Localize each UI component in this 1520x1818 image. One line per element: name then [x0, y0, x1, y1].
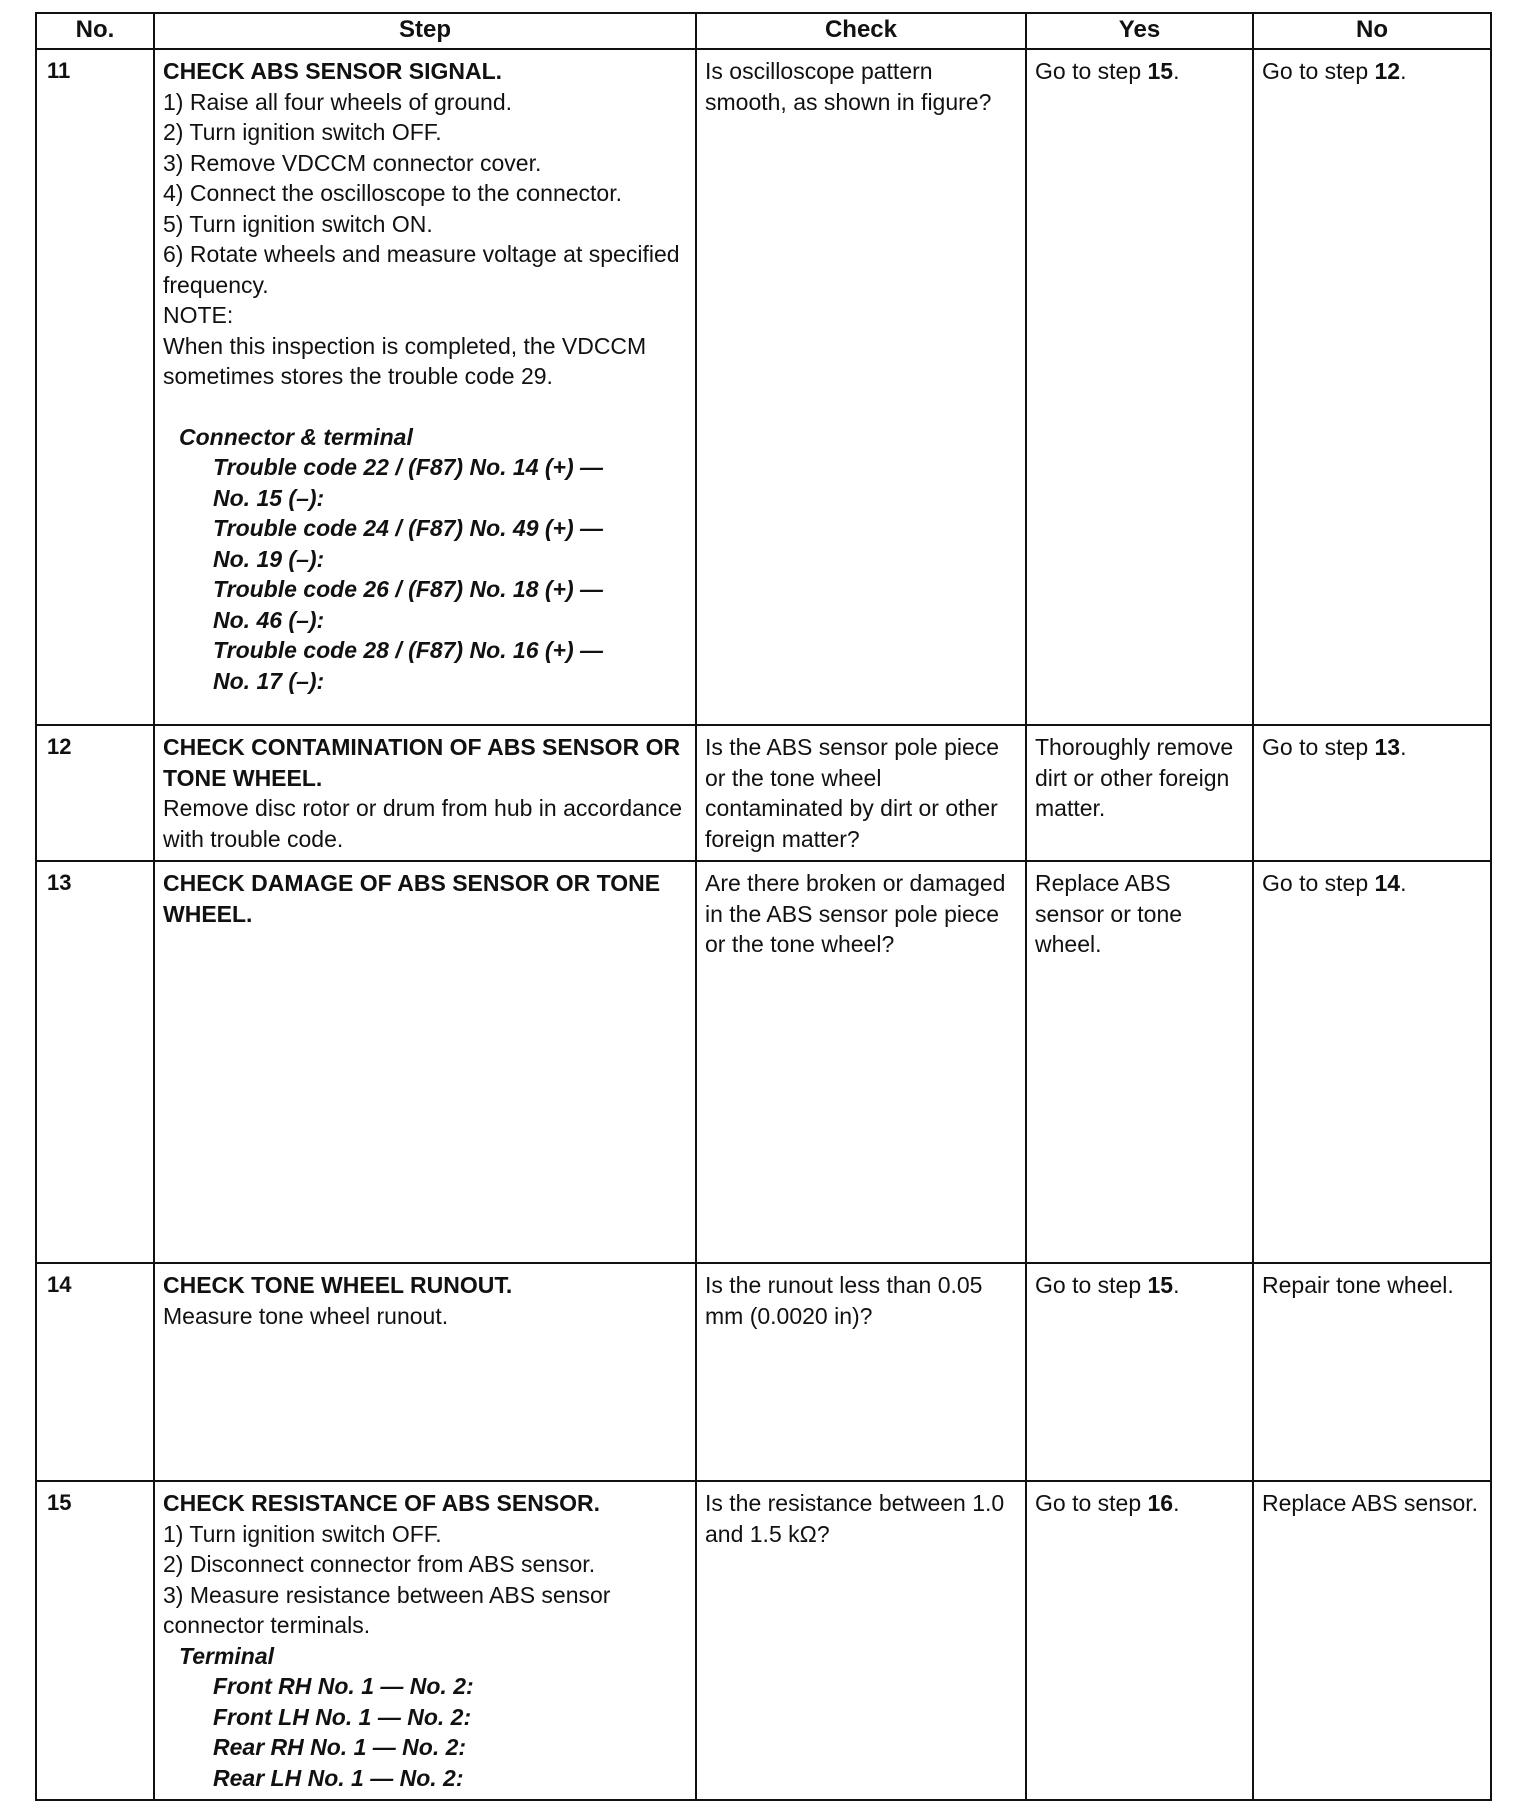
step-cell — [154, 1481, 696, 1800]
yes-cell — [1026, 1263, 1253, 1481]
no-step-ref: 12 — [1374, 58, 1401, 84]
row-number: 12 — [36, 725, 154, 861]
step-line: 5) Turn ignition switch ON. — [163, 210, 433, 237]
step-cell — [154, 861, 696, 1263]
step-line: 2) Turn ignition switch OFF. — [163, 119, 442, 145]
step-line: 4) Connect the oscilloscope to the connector. — [163, 180, 623, 206]
step-title: CHECK TONE WHEEL RUNOUT. — [163, 1272, 513, 1298]
step-title: CHECK DAMAGE OF ABS SENSOR OR TONE WHEEL. — [163, 870, 661, 927]
table-row — [36, 725, 1491, 861]
step-line: 1) Turn ignition switch OFF. — [163, 1520, 442, 1547]
yes-step-ref: 16 — [1147, 1490, 1174, 1516]
yes-suffix: . — [1173, 58, 1180, 84]
row-number: 11 — [36, 49, 154, 725]
check-cell: Is oscilloscope pattern smooth, as shown in figure? — [696, 49, 1026, 725]
row-number: 15 — [36, 1481, 154, 1800]
no-cell — [1253, 725, 1491, 861]
yes-text: Go to step — [1035, 1272, 1148, 1298]
header-row — [36, 13, 1491, 49]
spec-item: Rear LH No. 1 — No. 2: — [213, 1764, 464, 1791]
step-cell — [154, 49, 696, 725]
note-text: When this inspection is completed, the VDCCM sometimes stores the trouble code 29. — [163, 332, 647, 389]
header-check: Check — [696, 13, 1026, 49]
spec-item: Front LH No. 1 — No. 2: — [213, 1703, 472, 1730]
table-row — [36, 1481, 1491, 1800]
check-cell: Is the resistance between 1.0 and 1.5 kΩ? — [696, 1481, 1026, 1800]
yes-cell — [1026, 49, 1253, 725]
yes-suffix: . — [1173, 1490, 1180, 1516]
table-row — [36, 861, 1491, 1263]
spec-item: No. 15 (–): — [213, 484, 325, 511]
yes-step-ref: 15 — [1147, 58, 1174, 84]
spec-item: No. 46 (–): — [213, 606, 325, 633]
step-line: 1) Raise all four wheels of ground. — [163, 88, 513, 115]
header-no: No. — [36, 13, 154, 49]
step-title: CHECK ABS SENSOR SIGNAL. — [163, 58, 503, 84]
spec-item: No. 17 (–): — [213, 667, 325, 694]
yes-text: Thoroughly remove dirt or other foreign matter. — [1035, 734, 1234, 821]
yes-cell — [1026, 725, 1253, 861]
spec-heading: Connector & terminal — [179, 423, 413, 450]
step-line: 3) Remove VDCCM connector cover. — [163, 149, 542, 176]
yes-text: Replace ABS sensor or tone wheel. — [1035, 870, 1183, 957]
diagnostic-table — [35, 12, 1492, 1801]
yes-text: Go to step — [1035, 58, 1148, 84]
note-label: NOTE: — [163, 302, 234, 328]
yes-text: Go to step — [1035, 1490, 1148, 1516]
no-cell — [1253, 1263, 1491, 1481]
no-suffix: . — [1400, 734, 1407, 760]
table-row — [36, 49, 1491, 725]
no-text: Replace ABS sensor. — [1262, 1490, 1479, 1516]
step-title: CHECK CONTAMINATION OF ABS SENSOR OR TONE WHEEL. — [163, 734, 681, 791]
step-line: 3) Measure resistance between ABS sensor connector terminals. — [163, 1581, 611, 1638]
check-cell: Are there broken or damaged in the ABS sensor pole piece or the tone wheel? — [696, 861, 1026, 1263]
no-text: Repair tone wheel. — [1262, 1272, 1454, 1298]
no-text: Go to step — [1262, 734, 1375, 760]
no-suffix: . — [1400, 58, 1407, 84]
step-line: 6) Rotate wheels and measure voltage at specified frequency. — [163, 241, 680, 298]
no-cell — [1253, 1481, 1491, 1800]
no-cell — [1253, 49, 1491, 725]
no-text: Go to step — [1262, 870, 1375, 896]
spec-item: Trouble code 26 / (F87) No. 18 (+) — — [213, 576, 604, 602]
yes-step-ref: 15 — [1147, 1272, 1174, 1298]
row-number: 14 — [36, 1263, 154, 1481]
check-cell: Is the ABS sensor pole piece or the tone wheel contaminated by dirt or other foreign matter? — [696, 725, 1026, 861]
no-suffix: . — [1400, 870, 1407, 896]
row-number: 13 — [36, 861, 154, 1263]
spec-heading: Terminal — [179, 1642, 275, 1669]
header-no-answer: No — [1253, 13, 1491, 49]
header-yes: Yes — [1026, 13, 1253, 49]
no-text: Go to step — [1262, 58, 1375, 84]
check-cell: Is the runout less than 0.05 mm (0.0020 in)? — [696, 1263, 1026, 1481]
step-line: Measure tone wheel runout. — [163, 1302, 449, 1329]
yes-suffix: . — [1173, 1272, 1180, 1298]
spec-item: Trouble code 28 / (F87) No. 16 (+) — — [213, 637, 604, 663]
step-line: Remove disc rotor or drum from hub in accordance with trouble code. — [163, 795, 682, 852]
yes-cell — [1026, 861, 1253, 1263]
table-row — [36, 1263, 1491, 1481]
no-step-ref: 13 — [1374, 734, 1401, 760]
spec-item: Trouble code 24 / (F87) No. 49 (+) — — [213, 515, 604, 541]
spec-item: No. 19 (–): — [213, 545, 325, 572]
spec-item: Front RH No. 1 — No. 2: — [213, 1673, 474, 1699]
no-step-ref: 14 — [1374, 870, 1401, 896]
step-cell — [154, 725, 696, 861]
no-cell — [1253, 861, 1491, 1263]
spec-item: Trouble code 22 / (F87) No. 14 (+) — — [213, 454, 604, 480]
step-line: 2) Disconnect connector from ABS sensor. — [163, 1551, 596, 1577]
spacer — [163, 392, 687, 422]
spec-item: Rear RH No. 1 — No. 2: — [213, 1734, 467, 1760]
step-title: CHECK RESISTANCE OF ABS SENSOR. — [163, 1490, 601, 1516]
header-step: Step — [154, 13, 696, 49]
yes-cell — [1026, 1481, 1253, 1800]
step-cell — [154, 1263, 696, 1481]
